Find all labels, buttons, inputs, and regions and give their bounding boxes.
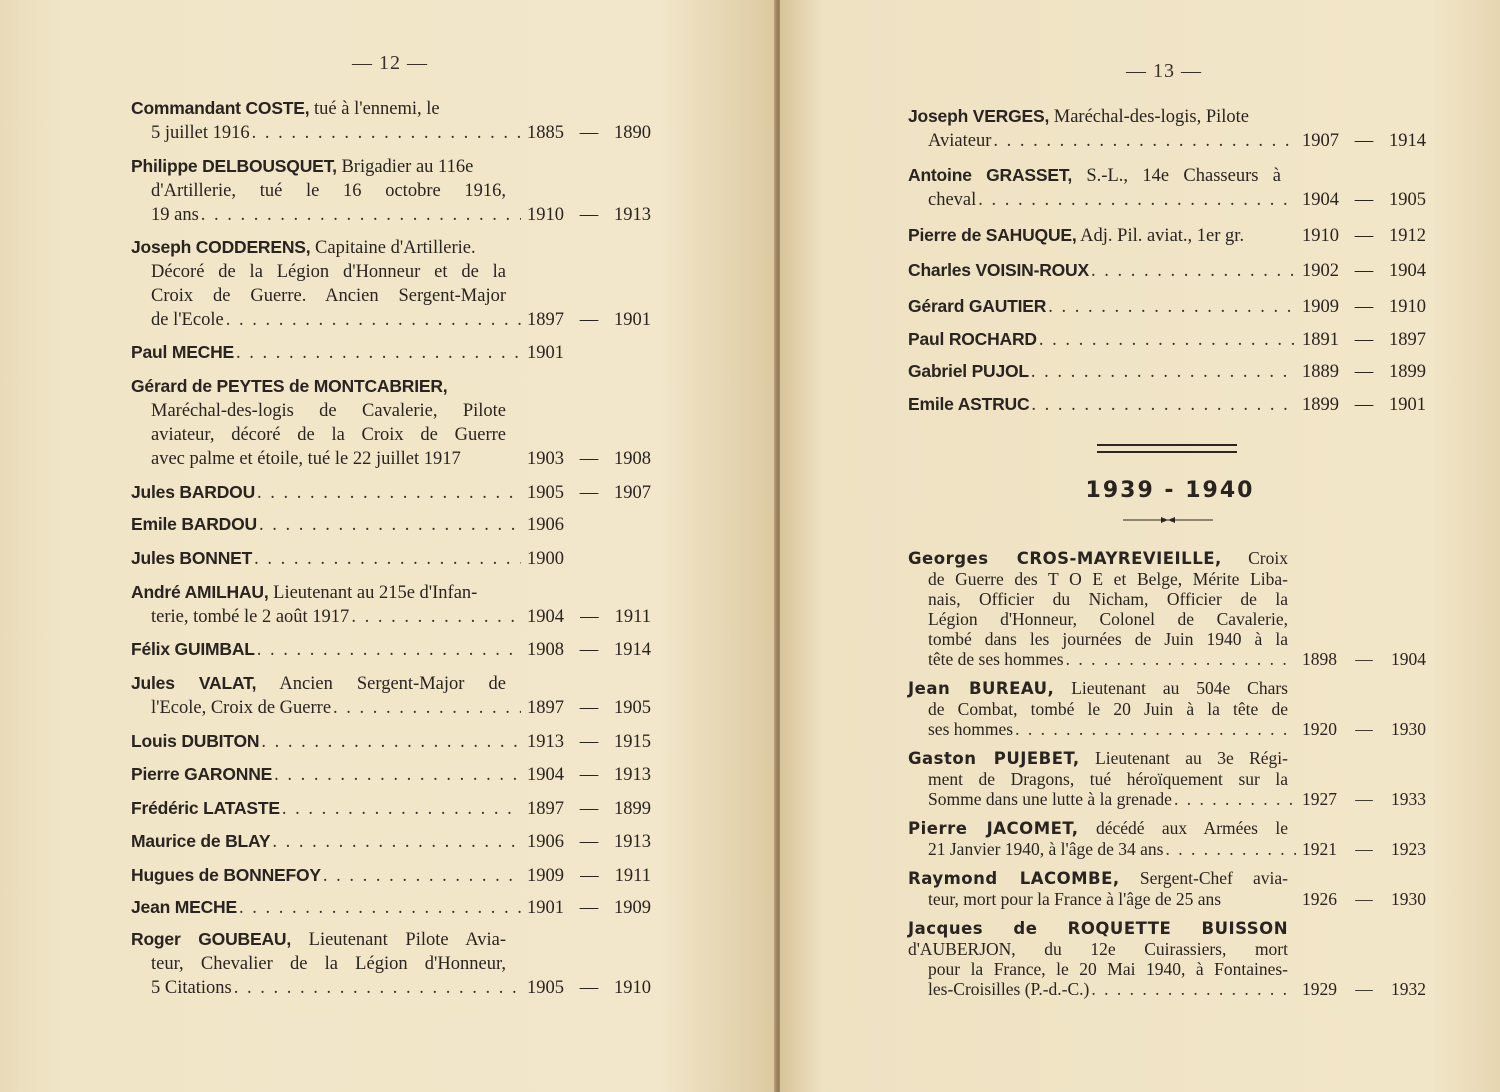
entry-dates: 1909 — 1911: [527, 866, 651, 886]
leader-dots: [1091, 979, 1296, 999]
entry-name: Louis DUBITON: [131, 731, 260, 751]
list-item: [908, 748, 1426, 809]
leader-dots: [1091, 259, 1296, 283]
entry-text: Aviateur: [928, 131, 992, 151]
list-item: [908, 918, 1426, 999]
leader-dots: [254, 547, 521, 571]
leader-dots: [1031, 360, 1296, 384]
entry-text: Croix de Guerre. Ancien Sergent-Major: [151, 286, 506, 306]
leader-dots: [201, 203, 521, 227]
list-item: [131, 96, 651, 145]
entry-text: Brigadier au 116e: [341, 157, 474, 177]
list-item: [908, 163, 1426, 212]
entry-text: de l'Ecole: [151, 310, 224, 330]
leader-dots: [252, 121, 521, 145]
entry-dates: 1909 — 1910: [1302, 297, 1426, 317]
list-item: [908, 104, 1426, 153]
leader-dots: [978, 188, 1296, 212]
list-item: [131, 235, 651, 332]
list-item: [908, 868, 1426, 909]
entry-name: Frédéric LATASTE: [131, 798, 280, 818]
entry-dates: 1906: [527, 515, 564, 535]
list-item: [131, 829, 651, 854]
entry-text: l'Ecole, Croix de Guerre: [151, 698, 332, 718]
entry-text: aviateur, décoré de la Croix de Guerre: [151, 425, 506, 445]
entry-name: Emile BARDOU: [131, 514, 257, 534]
entry-text: Lieutenant au 504e Chars: [1071, 678, 1288, 698]
list-item: [131, 480, 651, 505]
entry-dates: 1903 — 1908: [527, 449, 651, 469]
leader-dots: [1039, 328, 1296, 352]
leader-dots: [993, 129, 1296, 153]
entry-text: d'AUBERJON, du 12e Cuirassiers, mort: [908, 939, 1288, 959]
entry-dates: 1905 — 1907: [527, 483, 651, 503]
entry-text: décédé aux Armées le: [1095, 818, 1288, 838]
leader-dots: [239, 896, 521, 920]
entry-text: Décoré de la Légion d'Honneur et de la: [151, 262, 506, 282]
entry-name: Emile ASTRUC: [908, 394, 1030, 414]
leader-dots: [257, 481, 521, 505]
leader-dots: [257, 638, 521, 662]
entry-dates: 1905 — 1910: [527, 978, 651, 998]
entry-name: Pierre JACOMET,: [908, 819, 1079, 838]
entry-dates: 1900: [527, 549, 564, 569]
entry-name: Gérard GAUTIER: [908, 296, 1047, 316]
entry-dates: 1920 — 1930: [1302, 719, 1426, 739]
entry-name: Jacques de ROQUETTE BUISSON: [908, 919, 1288, 938]
entry-name: Paul MECHE: [131, 342, 235, 362]
entry-dates: 1904 — 1911: [527, 607, 651, 627]
entry-text: Capitaine d'Artillerie.: [315, 238, 476, 258]
leader-dots: [226, 308, 521, 332]
entry-text: Lieutenant au 3e Régi-: [1095, 748, 1288, 768]
entry-name: Georges CROS-MAYREVIEILLE,: [908, 549, 1222, 568]
entry-name: Maurice de BLAY: [131, 831, 271, 851]
list-item: [131, 546, 651, 571]
section-title: 1939 - 1940: [1085, 478, 1255, 503]
leader-dots: [1015, 719, 1296, 739]
entry-dates: 1927 — 1933: [1302, 789, 1426, 809]
entry-dates: 1907 — 1914: [1302, 131, 1426, 151]
leader-dots: [236, 341, 521, 365]
entry-text: 5 juillet 1916: [151, 123, 250, 143]
entry-dates: 1906 — 1913: [527, 832, 651, 852]
list-item: [908, 392, 1426, 417]
entry-text: les-Croisilles (P.-d.-C.): [928, 979, 1090, 999]
list-item: [131, 580, 651, 629]
entry-text: ment de Dragons, tué héroïquement sur la: [928, 769, 1288, 789]
entry-text: avec palme et étoile, tué le 22 juillet 1917: [151, 449, 461, 469]
leader-dots: [1165, 839, 1296, 859]
entry-name: Joseph CODDERENS,: [131, 237, 311, 257]
page-number: — 13 —: [1126, 60, 1202, 82]
entry-dates: 1899 — 1901: [1302, 395, 1426, 415]
list-item: [131, 374, 651, 471]
entry-text: Maréchal-des-logis, Pilote: [1053, 107, 1249, 127]
leader-dots: [261, 730, 521, 754]
entry-text: S.-L., 14e Chasseurs à: [1086, 166, 1281, 186]
entry-text: 19 ans: [151, 205, 199, 225]
entry-name: Pierre de SAHUQUE,: [908, 225, 1077, 245]
entry-name: Gaston PUJEBET,: [908, 749, 1080, 768]
leader-dots: [1174, 789, 1296, 809]
entry-dates: 1913 — 1915: [527, 732, 651, 752]
list-item: [908, 678, 1426, 739]
entry-text: d'Artillerie, tué le 16 octobre 1916,: [151, 181, 506, 201]
entry-name: Jules BARDOU: [131, 482, 256, 502]
page-number: — 12 —: [352, 52, 428, 74]
leader-dots: [234, 976, 521, 1000]
entry-text: Adj. Pil. aviat., 1er gr.: [1080, 226, 1245, 246]
entry-text: 5 Citations: [151, 978, 232, 998]
entry-text: Maréchal-des-logis de Cavalerie, Pilote: [151, 401, 506, 421]
entry-name: Joseph VERGES,: [908, 106, 1050, 126]
list-item: [131, 729, 651, 754]
entry-dates: 1901 — 1909: [527, 898, 651, 918]
entry-dates: 1901: [527, 343, 564, 363]
entry-dates: 1897 — 1901: [527, 310, 651, 330]
list-item: [131, 863, 651, 888]
entry-text: ses hommes: [928, 719, 1014, 739]
entry-name: Jules VALAT,: [131, 673, 257, 693]
leader-dots: [1048, 295, 1296, 319]
entry-dates: 1885 — 1890: [527, 123, 651, 143]
list-item: [131, 637, 651, 662]
leader-dots: [274, 763, 521, 787]
entry-name: André AMILHAU,: [131, 582, 269, 602]
list-item: [908, 327, 1426, 352]
entry-name: Félix GUIMBAL: [131, 639, 255, 659]
list-item: [131, 671, 651, 720]
entry-text: tête de ses hommes: [928, 649, 1064, 669]
list-item: [908, 223, 1426, 248]
leader-dots: [1031, 393, 1296, 417]
list-item: [908, 294, 1426, 319]
entry-dates: 1897 — 1899: [527, 799, 651, 819]
entry-dates: 1910 — 1913: [527, 205, 651, 225]
entry-text: Croix: [1248, 548, 1288, 568]
entry-dates: 1902 — 1904: [1302, 261, 1426, 281]
entry-text: nais, Officier du Nicham, Officier de la: [928, 589, 1288, 609]
list-item: [131, 895, 651, 920]
entry-dates: 1929 — 1932: [1302, 979, 1426, 999]
entry-dates: 1891 — 1897: [1302, 330, 1426, 350]
entry-text: teur, mort pour la France à l'âge de 25 ans: [928, 889, 1222, 909]
entry-name: Jean BUREAU,: [908, 679, 1055, 698]
entry-name: Antoine GRASSET,: [908, 165, 1073, 185]
entry-text: Sergent-Chef avia-: [1139, 868, 1289, 888]
entry-name: Hugues de BONNEFOY: [131, 865, 321, 885]
list-item: [131, 762, 651, 787]
entry-text: Ancien Sergent-Major de: [279, 674, 506, 694]
leader-dots: [282, 797, 521, 821]
leader-dots: [333, 696, 521, 720]
entry-text: de Guerre des T O E et Belge, Mérite Liba-: [928, 569, 1288, 589]
entry-text: Légion d'Honneur, Colonel de Cavalerie,: [928, 609, 1288, 629]
entry-text: Somme dans une lutte à la grenade: [928, 789, 1172, 809]
entry-name: Jean MECHE: [131, 897, 237, 917]
ornament-divider: [1123, 515, 1213, 525]
leader-dots: [272, 830, 521, 854]
list-item: [131, 512, 651, 537]
entry-name: Philippe DELBOUSQUET,: [131, 156, 337, 176]
right-page: [780, 0, 1500, 1092]
entry-name: Commandant COSTE,: [131, 98, 310, 118]
entry-dates: 1904 — 1913: [527, 765, 651, 785]
list-item: [908, 548, 1426, 669]
entry-dates: 1921 — 1923: [1302, 839, 1426, 859]
entry-name: Gabriel PUJOL: [908, 361, 1029, 381]
list-item: [908, 258, 1426, 283]
leader-dots: [1066, 649, 1296, 669]
list-item: [131, 154, 651, 227]
entry-name: Jules BONNET: [131, 548, 253, 568]
entry-dates: 1897 — 1905: [527, 698, 651, 718]
list-item: [131, 927, 651, 1000]
list-item: [908, 359, 1426, 384]
entry-text: pour la France, le 20 Mai 1940, à Fontaines-: [928, 959, 1288, 979]
entry-text: tué à l'ennemi, le: [314, 99, 440, 119]
leader-dots: [351, 605, 521, 629]
list-item: [131, 340, 651, 365]
entry-name: Paul ROCHARD: [908, 329, 1037, 349]
entry-text: cheval: [928, 190, 977, 210]
entry-dates: 1898 — 1904: [1302, 649, 1426, 669]
entry-text: terie, tombé le 2 août 1917: [151, 607, 350, 627]
entry-name: Gérard de PEYTES de MONTCABRIER,: [131, 376, 448, 396]
entry-text: teur, Chevalier de la Légion d'Honneur,: [151, 954, 506, 974]
leader-dots: [259, 513, 521, 537]
entry-text: de Combat, tombé le 20 Juin à la tête de: [928, 699, 1288, 719]
entry-dates: 1926 — 1930: [1302, 889, 1426, 909]
list-item: [131, 796, 651, 821]
entry-name: Roger GOUBEAU,: [131, 929, 291, 949]
section-divider: [1097, 444, 1237, 453]
entry-text: Lieutenant Pilote Avia-: [308, 930, 506, 950]
entry-text: tombé dans les journées de Juin 1940 à la: [928, 629, 1288, 649]
entry-text: 21 Janvier 1940, à l'âge de 34 ans: [928, 839, 1164, 859]
entry-dates: 1908 — 1914: [527, 640, 651, 660]
entry-text: Lieutenant au 215e d'Infan-: [273, 583, 478, 603]
entry-dates: 1889 — 1899: [1302, 362, 1426, 382]
entry-name: Raymond LACOMBE,: [908, 869, 1120, 888]
entry-name: Charles VOISIN-ROUX: [908, 260, 1089, 280]
entry-name: Pierre GARONNE: [131, 764, 273, 784]
list-item: [908, 818, 1426, 859]
entry-dates: 1904 — 1905: [1302, 190, 1426, 210]
leader-dots: [323, 864, 521, 888]
entry-dates: 1910 — 1912: [1302, 226, 1426, 246]
